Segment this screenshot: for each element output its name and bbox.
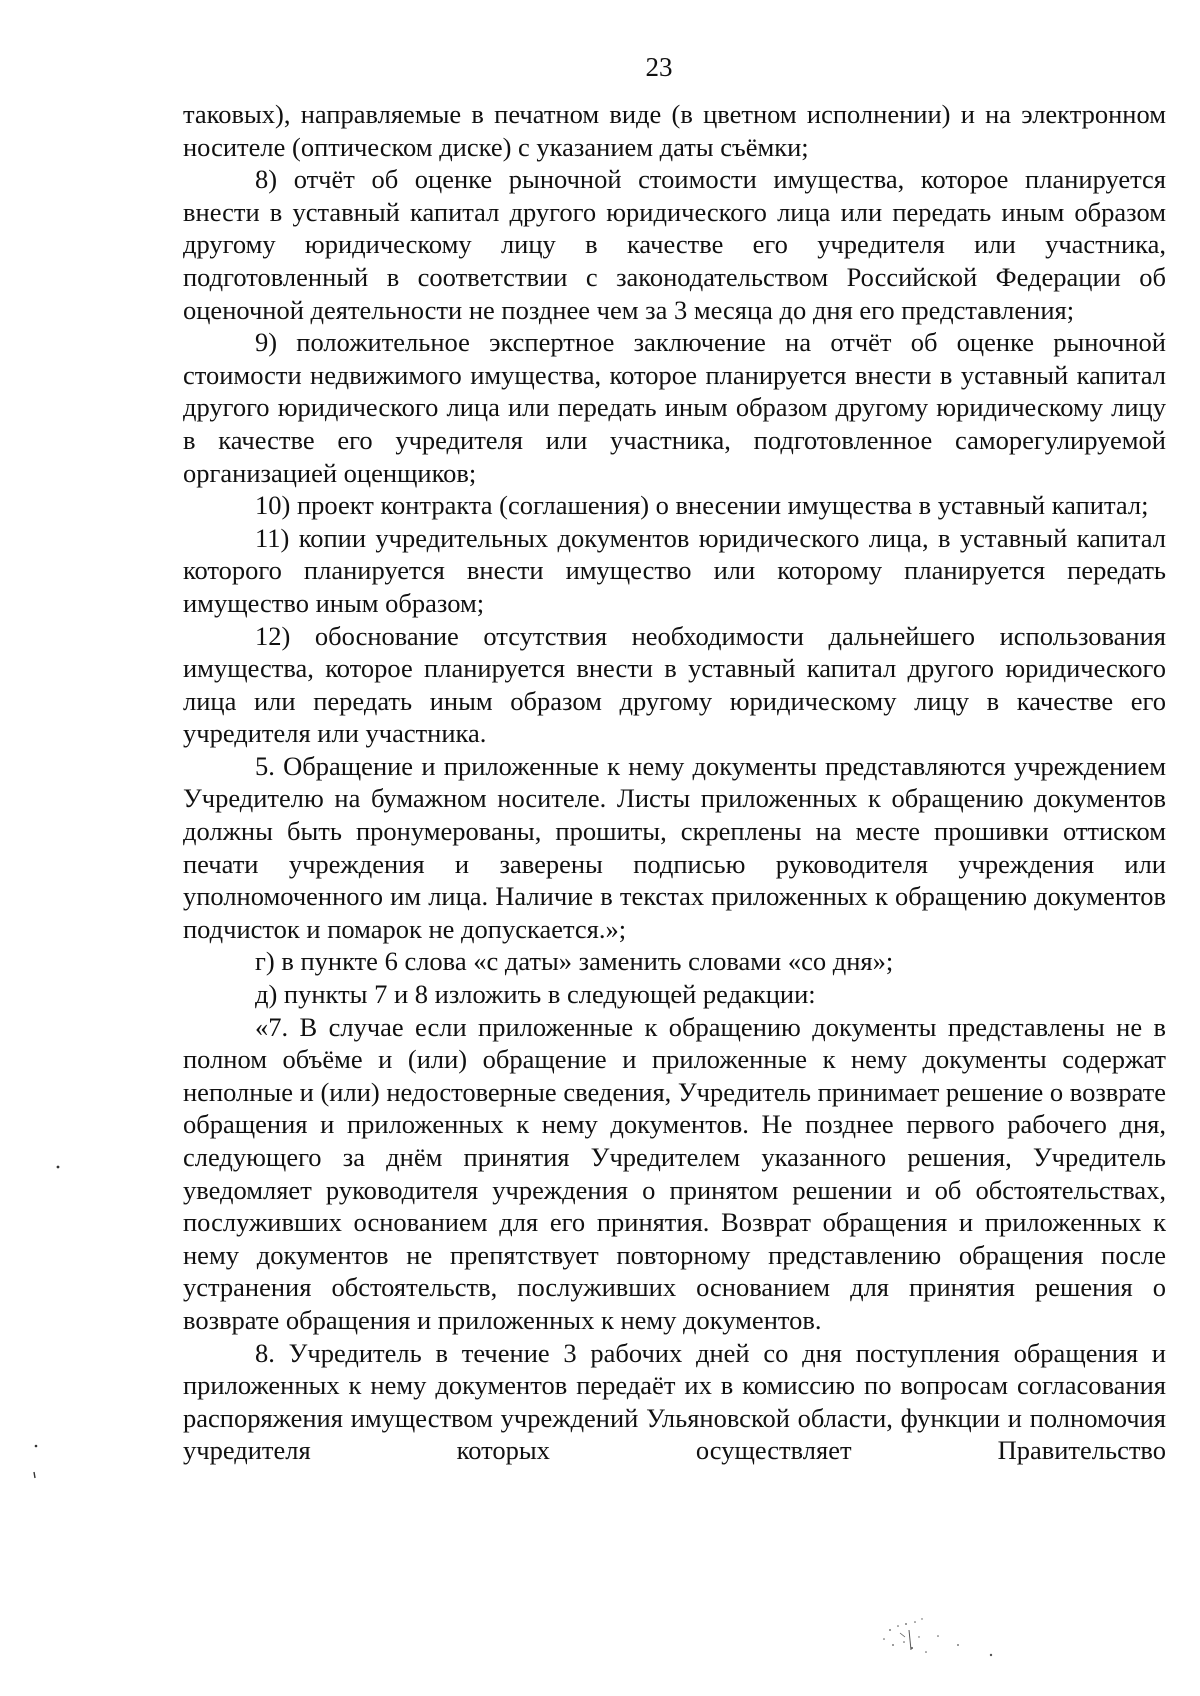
amendment-g: г) в пункте 6 слова «с даты» заменить словами «со дня»; [255,946,894,977]
document-body [183,98,1166,1467]
paragraph-continuation: таковых), направляемые в печатном виде (в цветном исполнении) и на электронном носителе (оптическом диске) с указанием даты съёмки; [183,99,1166,162]
list-item-10: 10) проект контракта (соглашения) о внесении имущества в уставный капитал; [255,490,1149,521]
amendment-d: д) пункты 7 и 8 изложить в следующей редакции: [255,979,816,1010]
stamp-smudge-bottom [883,1618,992,1656]
list-item-8: 8) отчёт об оценке рыночной стоимости имущества, которое планируется внести в уставный капитал другого юридического лица или передать иным образом другому юридическому лицу в качестве его учредителя или участника, подготовленный в соответствии с законодательством Российской Федерации об оценочной деятельности не позднее чем за 3 месяца до дня его представления; [183,164,1166,325]
scan-tick-left [34,1472,35,1478]
list-item-12: 12) обоснование отсутствия необходимости дальнейшего использования имущества, которое планируется внести в уставный капитал другого юридического лица или передать иным образом другому юридическому лицу в качестве его учредителя или участника. [183,620,1166,749]
clause-5: 5. Обращение и приложенные к нему документы представляются учреждением Учредителю на бумажном носителе. Листы приложенных к обращению документов должны быть пронумерованы, прошиты, скреплены на месте прошивки оттиском печати учреждения и заверены подписью руководителя учреждения или уполномоченного им лица. Наличие в текстах приложенных к обращению документов подчисток и помарок не допускается.»; [183,750,1166,944]
list-item-11: 11) копии учредительных документов юридического лица, в уставный капитал которого планируется внести имущество или которому планируется передать имущество иным образом; [183,522,1166,618]
scan-dot-left-2 [35,1445,38,1448]
scan-dot-left-1 [57,1166,60,1169]
page-number: 23 [645,52,673,82]
list-item-9: 9) положительное экспертное заключение на отчёт об оценке рыночной стоимости недвижимого имущества, которое планируется внести в уставный капитал другого юридического лица или передать иным образом другому юридическому лицу в качестве его учредителя или участника, подготовленное саморегулируемой организацией оценщиков; [183,327,1166,488]
clause-7: «7. В случае если приложенные к обращению документы представлены не в полном объёме и (или) обращение и приложенные к нему документы содержат неполные и (или) недостоверные сведения, Учредитель принимает решение о возврате обращения и приложенных к нему документов. Не позднее первого рабочего дня, следующего за днём принятия Учредителем указанного решения, Учредитель уведомляет руководителя учреждения о принятом решении и об обстоятельствах, послуживших основанием для его принятия. Возврат обращения и приложенных к нему документов не препятствует повторному представлению обращения после устранения обстоятельств, послуживших основанием для принятия решения о возврате обращения и приложенных к нему документов. [183,1011,1166,1335]
clause-8: 8. Учредитель в течение 3 рабочих дней со дня поступления обращения и приложенных к нему документов передаёт их в комиссию по вопросам согласования распоряжения имуществом учреждений Ульяновской области, функции и полномочия учредителя которых осуществляет Правительство [183,1337,1166,1466]
